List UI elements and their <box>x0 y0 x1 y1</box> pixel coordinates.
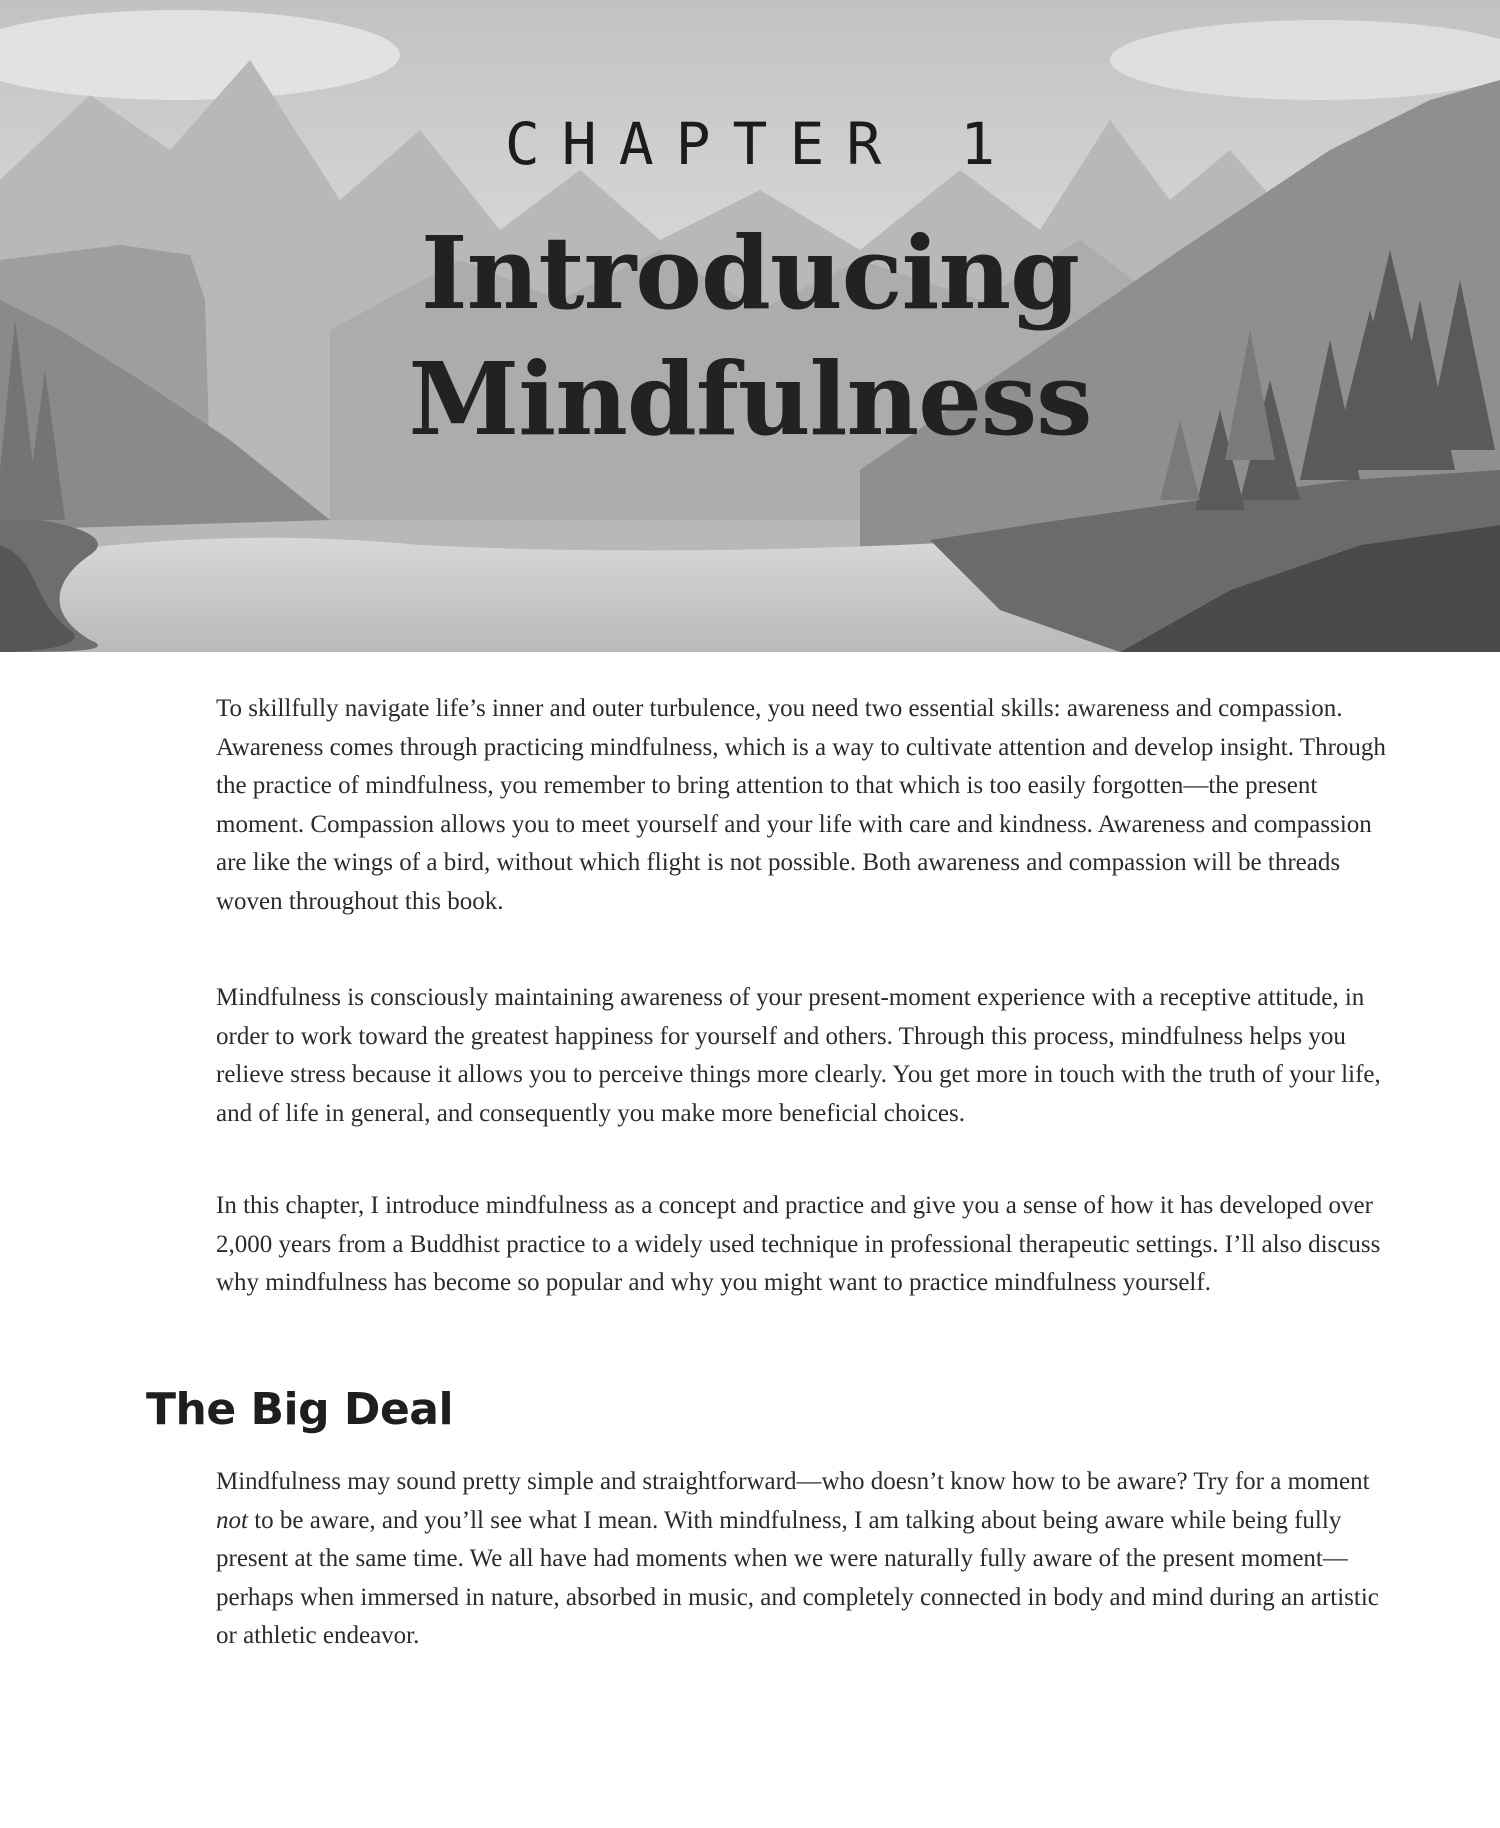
body-paragraph-1: To skillfully navigate life’s inner and outer turbulence, you need two essential skills: awareness and compassion. Awareness comes through practicing mindfulness, which is a way to cultivate attention and develop insight. Through the practice of mindfulness, you remember to bring attention to that which is too easily forgotten—the present moment. Compassion allows you to meet yourself and your life with care and kindness. Awareness and compassion are like the wings of a bird, without which flight is not possible. Both awareness and compassion will be threads woven throughout this book. <box>216 695 1386 915</box>
paragraph-4-text-end: to be aware, and you’ll see what I mean. With mindfulness, I am talking about being aware while being fully present at the same time. We all have had moments when we were naturally fully aware of the present moment—perhaps when immersed in nature, absorbed in music, and completely connected in body and mind during an artistic or athletic endeavor. <box>216 1506 1379 1649</box>
body-paragraph-2: Mindfulness is consciously maintaining awareness of your present-moment experience with a receptive attitude, in order to work toward the greatest happiness for yourself and others. Through this process, mindfulness helps you relieve stress because it allows you to perceive things more clearly. You get more in touch with the truth of your life, and of life in general, and consequently you make more beneficial choices. <box>216 984 1381 1127</box>
body-paragraph-3: In this chapter, I introduce mindfulness as a concept and practice and give you a sense of how it has developed over 2,000 years from a Buddhist practice to a widely used technique in professional therapeutic settings. I’ll also discuss why mindfulness has become so popular and why you might want to practice mindfulness yourself. <box>216 1192 1381 1296</box>
body-paragraph-4 <box>216 1463 1386 1656</box>
paragraph-4-text-start: Mindfulness may sound pretty simple and straightforward—who doesn’t know how to be aware? Try for a moment <box>216 1468 1370 1495</box>
section-heading: The Big Deal <box>146 1384 454 1435</box>
chapter-title-line-1: Introducing <box>420 214 1080 332</box>
chapter-label: CHAPTER 1 <box>504 110 1018 178</box>
paragraph-4-emphasis: not <box>216 1506 248 1534</box>
chapter-title <box>0 210 1500 462</box>
chapter-title-line-2: Mindfulness <box>408 340 1092 458</box>
